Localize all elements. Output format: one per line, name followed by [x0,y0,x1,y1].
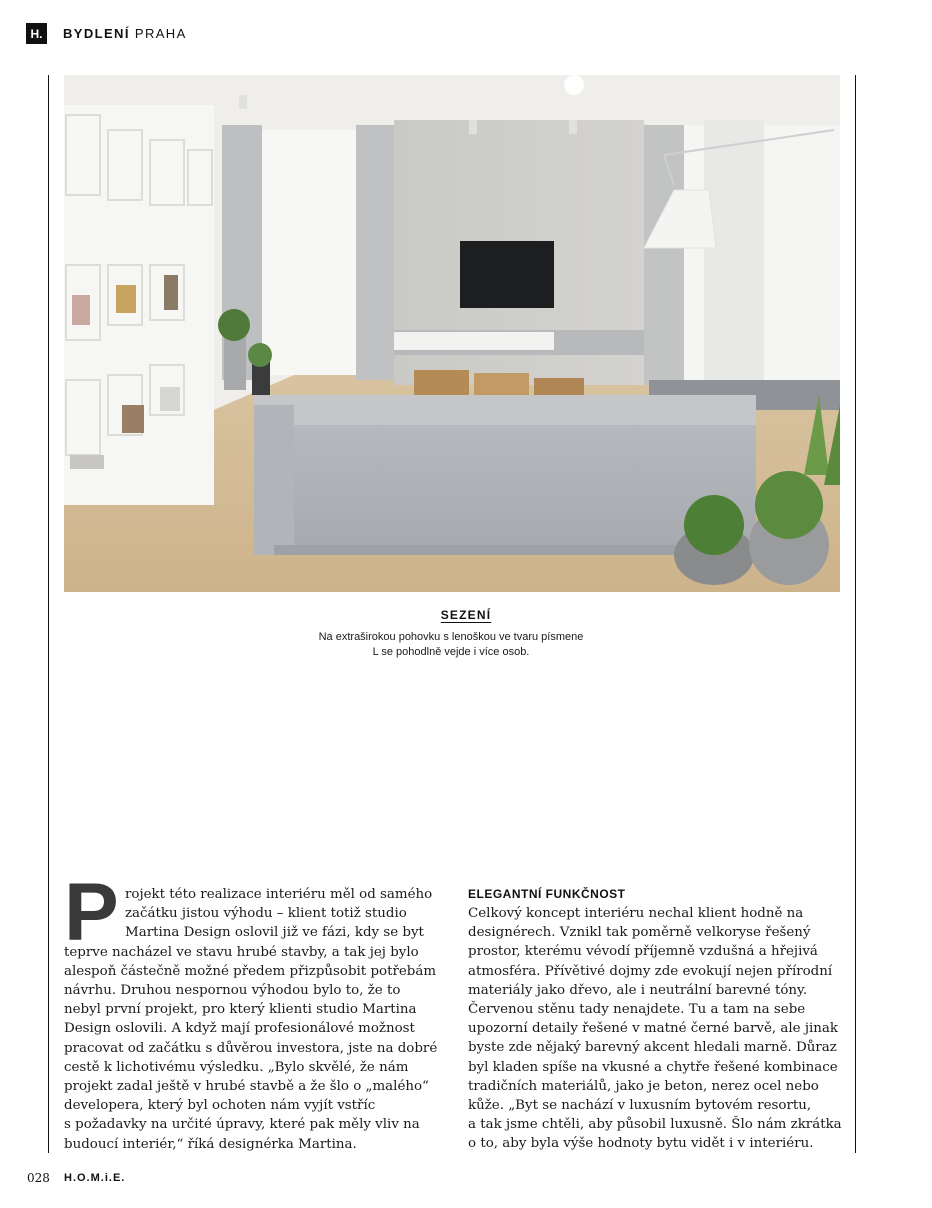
paragraph-line: Celkový koncept interiéru nechal klient hodně na [468,906,804,921]
paragraph-line: developera, který byl ochoten nám vyjít vstříc [64,1098,376,1114]
paragraph-line: byste zde nějaký barevný akcent hledali marně. Důraz [468,1040,837,1056]
paragraph-line: začátku jistou výhodu – klient totiž studio [125,906,407,922]
paragraph-line: budoucí interiér,“ říká designérka Martina. [64,1136,357,1152]
paragraph-line: teprve nacházel ve stavu hrubé stavby, a tak jej bylo [64,944,419,960]
paragraph-line: návrhu. Druhou nespornou výhodou bylo to, že to [64,983,401,999]
paragraph-line: byl kladen spíše na vkusné a chytře řešené kombinace [468,1059,838,1075]
subheading: ELEGANTNÍ FUNKČNOST [468,887,626,901]
caption-text [296,630,606,660]
magazine-logo [26,23,47,44]
paragraph-line: cestě k lichotivému výsledku. „Bylo skvělé, že nám [64,1059,409,1075]
paragraph-line: Červenou stěnu tady nenajdete. Tu a tam na sebe [468,1002,806,1018]
magazine-name: H.O.M.i.E. [64,1172,126,1184]
paragraph-line: alespoň částečně možné předem přizpůsobit potřebám [64,963,437,979]
paragraph-line: nebyl první projekt, pro který klienti studio Martina [64,1002,417,1018]
paragraph-line: a tak jsme chtěli, aby působil luxusně. Šlo nám zkrátka [468,1117,842,1133]
paragraph-line: atmosféra. Přívětivé dojmy zde evokují nejen přírodní [468,963,833,979]
living-room-photo [64,75,840,592]
paragraph-line: designérech. Vznikl tak poměrně velkoryse řešený [468,925,811,941]
paragraph-line: tradičních materiálů, jako je beton, nerez ocel nebo [468,1078,819,1094]
paragraph-line: pracovat od začátku s důvěrou investora, jste na dobré [64,1040,438,1056]
logo-text: H. [30,26,43,41]
caption-line: Na extraširokou pohovku s lenoškou ve tvaru písmene [318,631,584,643]
paragraph-line: rojekt této realizace interiéru měl od samého [125,887,433,902]
caption-title: SEZENÍ [440,608,492,622]
page-number: 028 [27,1171,50,1185]
article-column-2 [468,885,842,1154]
paragraph-line: projekt zadal ještě v hrubé stavbě a že šlo o „malého“ [64,1079,429,1095]
caption-line: L se pohodlně vejde i více osob. [372,646,530,658]
paragraph-line: o to, aby byla výše hodnoty bytu vidět i v interiéru. [468,1136,814,1152]
section-heading [63,26,187,41]
drop-cap: P [64,867,119,958]
paragraph-line: Design oslovili. A když mají profesionálové možnost [64,1021,415,1037]
paragraph-line: upozorní detaily řešené v matné černé barvě, ale jinak [468,1021,838,1037]
section-name: BYDLENÍ [63,26,130,41]
paragraph-line: prostor, kterému vévodí příjemně vzdušná a hřejivá [468,944,818,960]
section-city: PRAHA [134,26,187,41]
living-room-illustration [64,75,840,592]
paragraph-line: materiály jako dřevo, ale i neutrální barevné tóny. [468,982,808,998]
paragraph-line: kůže. „Byt se nachází v luxusním bytovém resortu, [468,1098,812,1114]
paragraph-line: s požadavky na určité úpravy, které pak měly vliv na [64,1117,420,1133]
article-column-1 [64,885,436,1154]
paragraph-line: Martina Design oslovil již ve fázi, kdy se byt [125,925,424,941]
